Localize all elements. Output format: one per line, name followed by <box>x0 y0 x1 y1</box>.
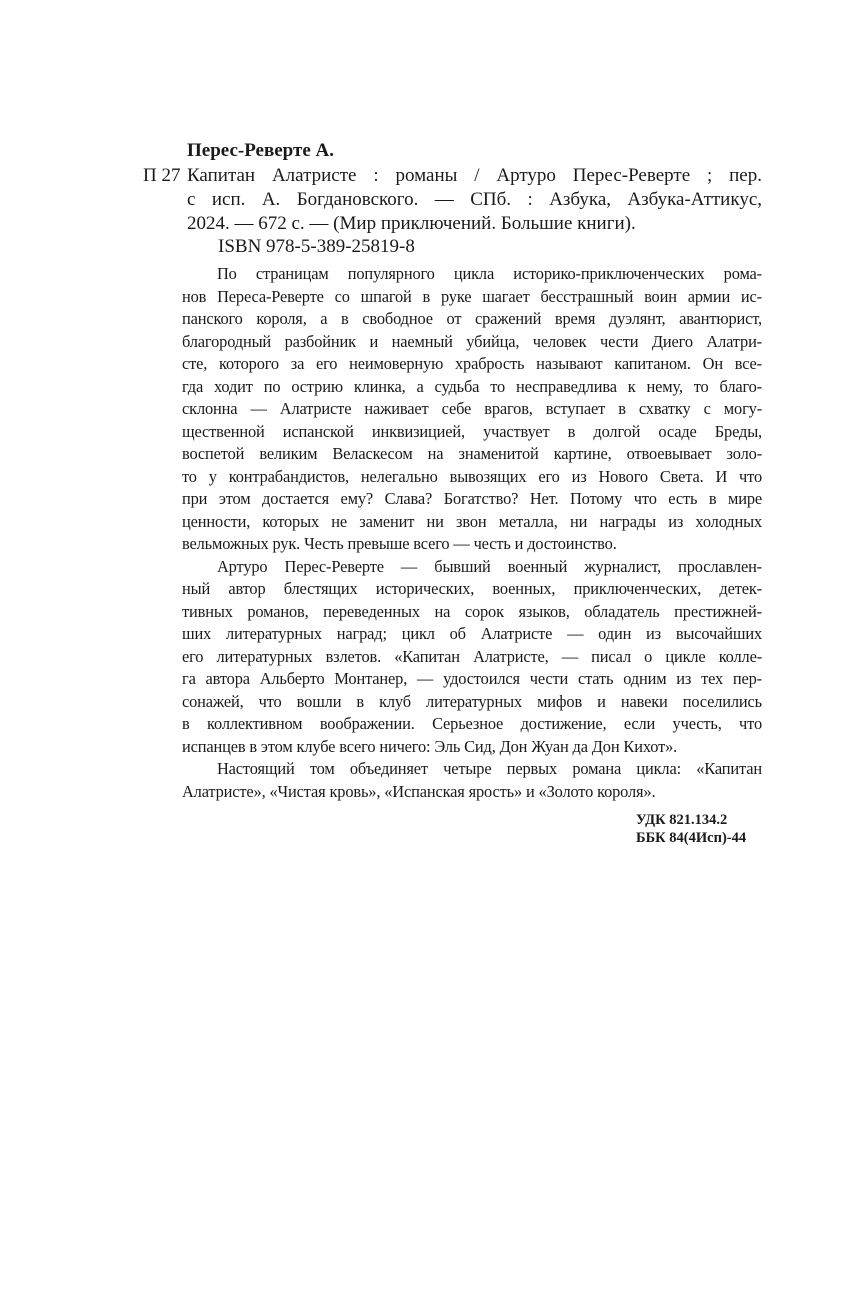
annotation-line: ценности, которых не заменит ни звон металла, ни награды из холодных <box>182 511 762 531</box>
annotation-line: воспетой великим Веласкесом на знаменитой картине, отвоевывает золо- <box>182 444 762 463</box>
bibliographic-line: Капитан Алатристе : романы / Артуро Перес-Реверте ; пер. <box>187 165 762 186</box>
annotation-line: панского короля, а в свободное от сражений время дуэлянт, авантюрист, <box>182 309 762 328</box>
annotation-line: Алатристе», «Чистая кровь», «Испанская ярость» и «Золото короля». <box>182 781 656 801</box>
annotation-line: вельможных рук. Честь превыше всего — честь и достоинство. <box>182 534 617 553</box>
annotation-line: сонажей, что вошли в клуб литературных мифов и навеки поселились <box>182 691 762 711</box>
annotation-line: ный автор блестящих исторических, военных, приключенческих, детек- <box>182 579 762 598</box>
annotation-line: гда ходит по острию клинка, а судьба то несправедлива к нему, то благо- <box>182 376 762 396</box>
author-sign-code: П 27 <box>143 165 181 186</box>
annotation-line: испанцев в этом клубе всего ничего: Эль Сид, Дон Жуан да Дон Кихот». <box>182 736 678 756</box>
bbk-index: ББК 84(4Исп)-44 <box>636 830 747 846</box>
annotation-line: щественной испанской инквизицией, участвует в долгой осаде Бреды, <box>182 421 762 441</box>
annotation-line: Артуро Перес-Реверте — бывший военный журналист, прославлен- <box>217 556 762 576</box>
annotation-line: благородный разбойник и наемный убийца, человек чести Диего Алатри- <box>182 331 762 351</box>
annotation-line: при этом достается ему? Слава? Богатство? Нет. Потому что есть в мире <box>182 489 762 508</box>
annotation-line: тивных романов, переведенных на сорок языков, обладатель престижней- <box>182 601 762 621</box>
udk-index: УДК 821.134.2 <box>636 812 728 828</box>
annotation-line: сте, которого за его неимоверную храбрость называют капитаном. Он все- <box>182 354 762 373</box>
annotation-line: то у контрабандистов, нелегально вывозящих его из Нового Света. И что <box>182 466 762 486</box>
annotation-line: ших литературных наград; цикл об Алатристе — один из высочайших <box>182 624 762 643</box>
bibliographic-line: 2024. — 672 с. — (Мир приключений. Большие книги). <box>187 213 636 234</box>
annotation-line: По страницам популярного цикла историко-приключенческих рома- <box>217 264 762 283</box>
isbn: ISBN 978-5-389-25819-8 <box>218 236 415 257</box>
annotation-line: Настоящий том объединяет четыре первых романа цикла: «Капитан <box>217 759 762 778</box>
annotation-line: нов Переса-Реверте со шпагой в руке шагает бесстрашный воин армии ис- <box>182 286 762 306</box>
annotation-line: склонна — Алатристе наживает себе врагов, вступает в схватку с могу- <box>182 399 762 418</box>
annotation-line: его литературных взлетов. «Капитан Алатристе, — писал о цикле колле- <box>182 646 762 666</box>
author-heading: Перес-Реверте А. <box>187 140 334 161</box>
annotation-line: га автора Альберто Монтанер, — удостоился чести стать одним из тех пер- <box>182 669 762 688</box>
annotation-line: в коллективном воображении. Серьезное достижение, если учесть, что <box>182 714 762 733</box>
bibliographic-line: с исп. А. Богдановского. — СПб. : Азбука, Азбука-Аттикус, <box>187 189 762 210</box>
